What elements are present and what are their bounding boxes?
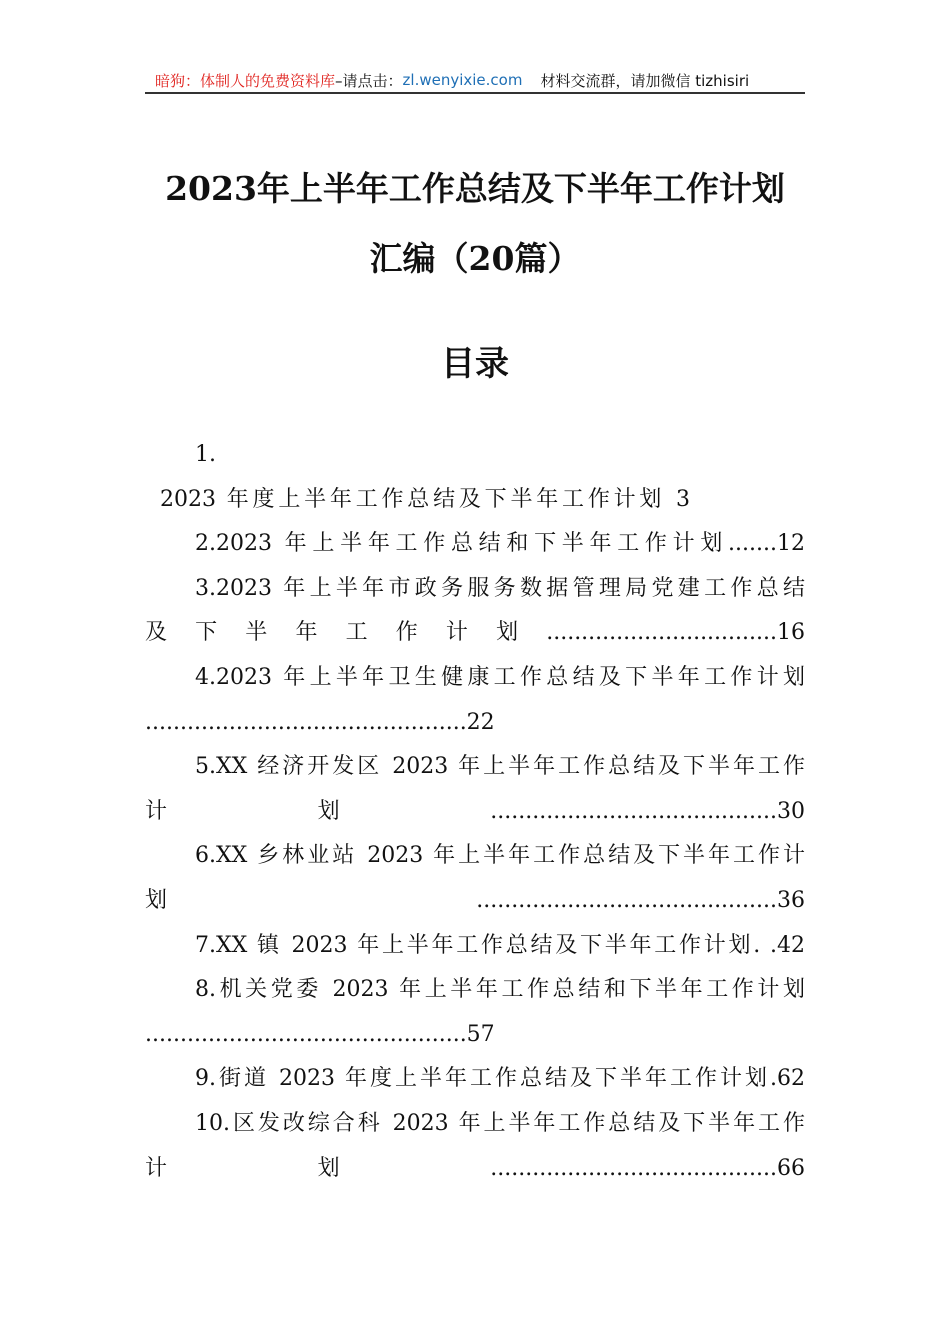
document-subtitle: 汇编（20篇） bbox=[369, 239, 581, 278]
toc-line[interactable]: 计划.........................................66 bbox=[145, 1155, 805, 1181]
toc-line[interactable]: 10.区发改综合科 2023 年上半年工作总结及下半年工作 bbox=[195, 1111, 805, 1136]
toc-line[interactable]: 7.XX 镇 2023 年上半年工作总结及下半年工作计划. .42 bbox=[195, 932, 805, 958]
header-source: 暗狗：体制人的免费资料库 bbox=[155, 71, 336, 90]
toc-line[interactable]: 2023 年度上半年工作总结及下半年工作计划 3 bbox=[160, 486, 690, 512]
document-title: 2023年上半年工作总结及下半年工作计划 bbox=[165, 169, 785, 208]
toc-line[interactable]: 1. bbox=[195, 442, 216, 467]
toc-line[interactable]: 9.街道 2023 年度上半年工作总结及下半年工作计划.62 bbox=[195, 1066, 805, 1092]
toc-line[interactable]: 8.机关党委 2023 年上半年工作总结和下半年工作计划 bbox=[195, 977, 805, 1003]
header-divider bbox=[145, 92, 805, 94]
toc-line[interactable]: 划...........................................36 bbox=[145, 888, 805, 913]
toc-heading: 目录 bbox=[441, 344, 509, 384]
toc-line[interactable]: ..............................................22 bbox=[145, 709, 495, 735]
toc-line[interactable]: 6.XX 乡林业站 2023 年上半年工作总结及下半年工作计 bbox=[195, 843, 805, 869]
header-click-prefix: –请点击： bbox=[335, 71, 403, 90]
toc-line[interactable]: 4.2023 年上半年卫生健康工作总结及下半年工作计划 bbox=[195, 665, 805, 690]
toc-line[interactable]: 2.2023 年上半年工作总结和下半年工作计划.......12 bbox=[195, 531, 805, 557]
watermark-header bbox=[145, 68, 805, 92]
header-url-link[interactable]: zl.wenyixie.com bbox=[402, 71, 523, 89]
toc-line[interactable]: 5.XX 经济开发区 2023 年上半年工作总结及下半年工作 bbox=[195, 754, 805, 780]
toc-line[interactable]: ..............................................57 bbox=[145, 1021, 495, 1047]
header-group-text: 材料交流群，请加微信 tizhisiri bbox=[540, 71, 750, 90]
toc-line[interactable]: 计划.........................................30 bbox=[145, 798, 805, 824]
toc-line[interactable]: 3.2023 年上半年市政务服务数据管理局党建工作总结 bbox=[195, 575, 805, 601]
toc-line[interactable]: 及下半年工作计划.................................16 bbox=[145, 620, 805, 646]
